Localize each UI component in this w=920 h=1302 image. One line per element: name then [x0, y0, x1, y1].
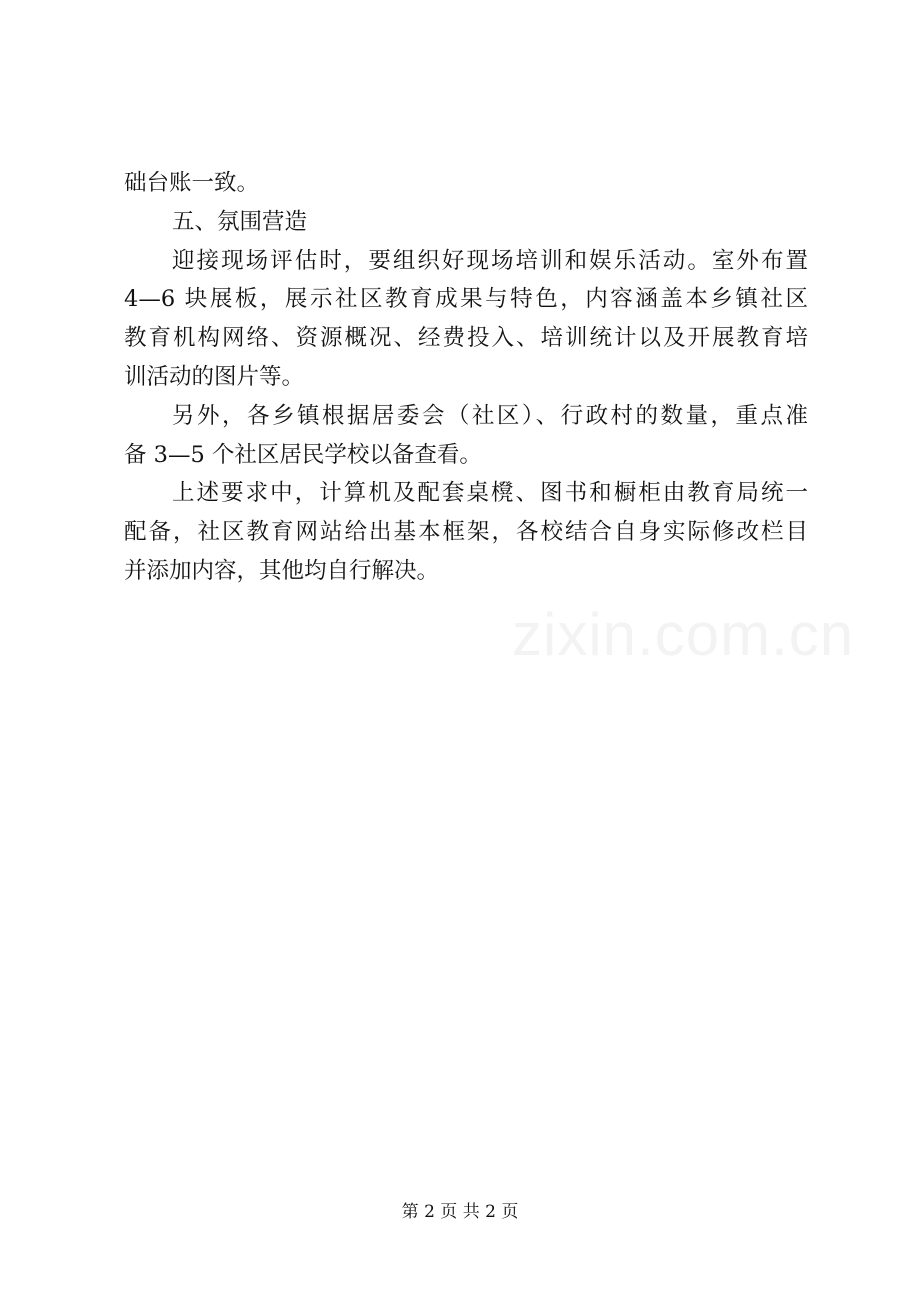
text-line: 备 3—5 个社区居民学校以备查看。 [124, 441, 482, 468]
text-line: 配备，社区教育网站给出基本框架，各校结合自身实际修改栏目 [124, 519, 808, 546]
document-body [124, 164, 808, 591]
text-line: 另外，各乡镇根据居委会（社区）、行政村的数量，重点准 [172, 402, 808, 429]
text-line: 教育机构网络、资源概况、经费投入、培训统计以及开展教育培 [124, 325, 808, 352]
text-line: 上述要求中，计算机及配套桌櫈、图书和橱柜由教育局统一 [172, 480, 808, 507]
page-footer: 第 2 页 共 2 页 [401, 1202, 519, 1222]
watermark: zixin.com.cn [512, 601, 855, 668]
text-line: 训活动的图片等。 [124, 363, 305, 390]
text-line: 4—6 块展板，展示社区教育成果与特色，内容涵盖本乡镇社区 [124, 286, 808, 313]
text-line: 并添加内容，其他均自行解决。 [124, 557, 440, 584]
text-line: 迎接现场评估时，要组织好现场培训和娱乐活动。室外布置 [172, 247, 808, 274]
section-heading: 五、氛围营造 [172, 208, 308, 235]
text-line: 础台账一致。 [124, 170, 260, 196]
